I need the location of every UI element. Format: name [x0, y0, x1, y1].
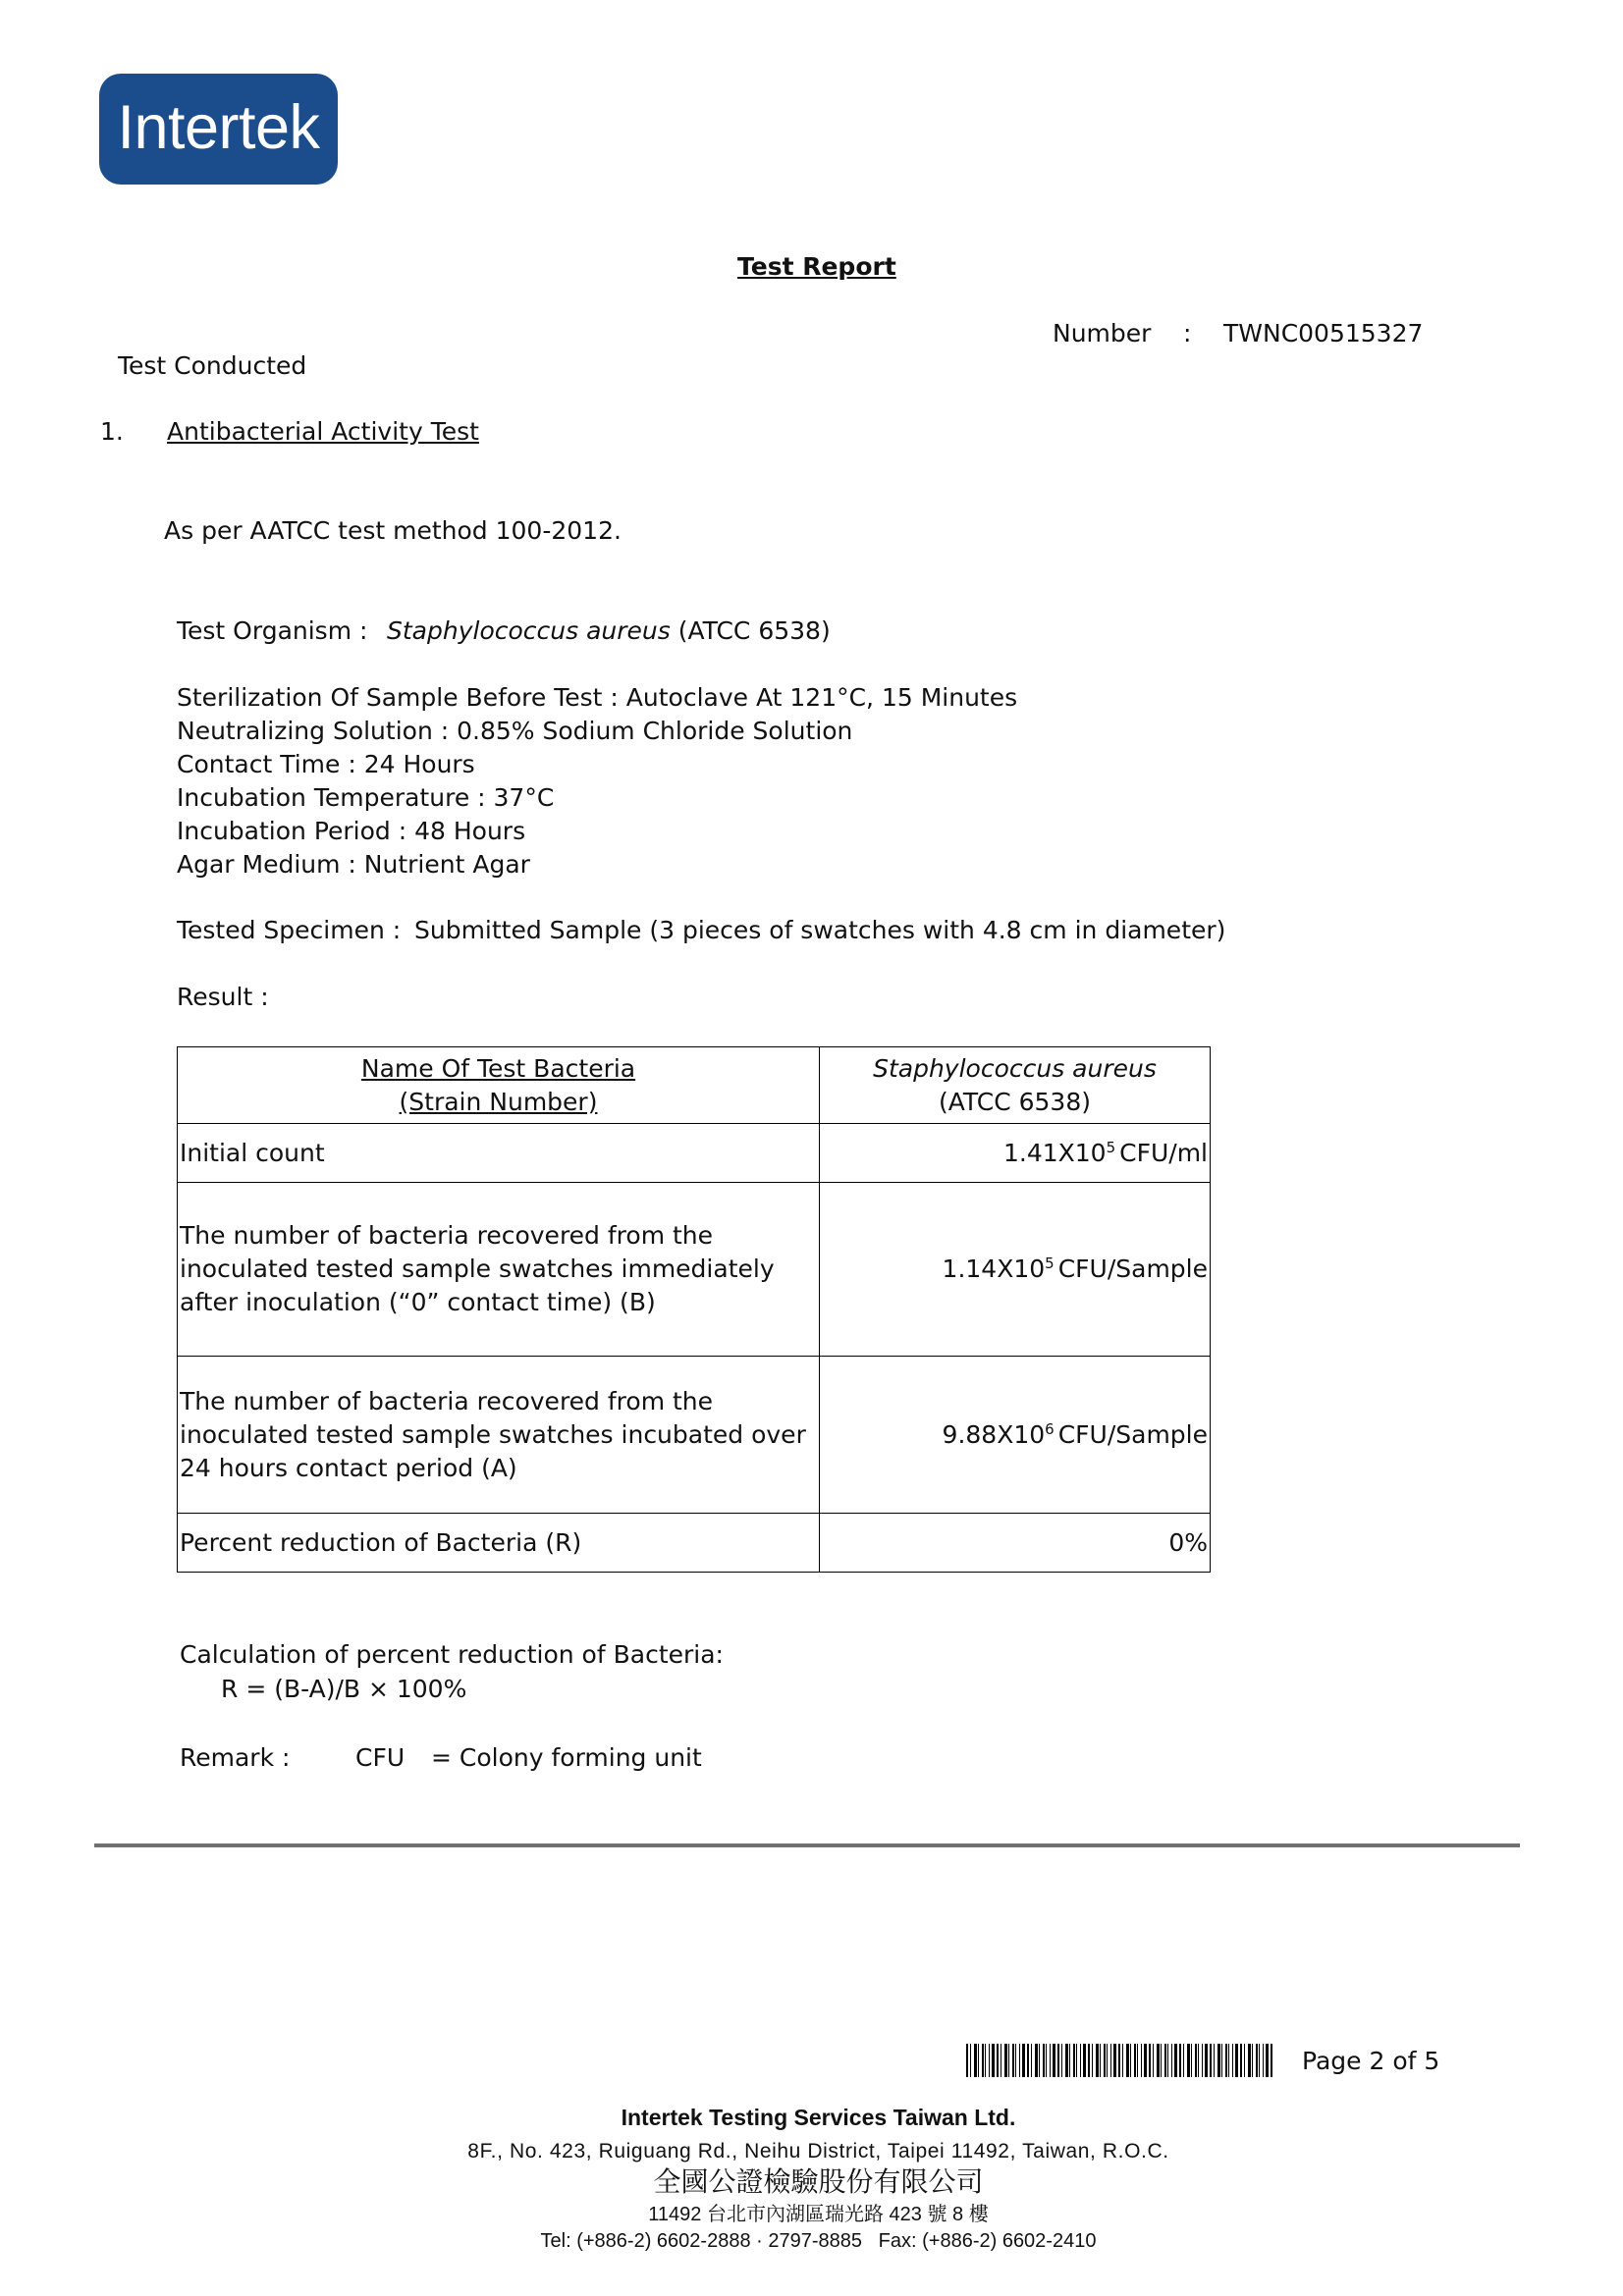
row-label-cell: [178, 1514, 820, 1573]
row-label-initial-count: Initial count: [180, 1138, 325, 1167]
item-title: Antibacterial Activity Test: [167, 417, 479, 446]
row-label-cell: [178, 1183, 820, 1357]
remark-label: Remark :: [180, 1743, 291, 1772]
header-strain-label: (Strain Number): [399, 1087, 598, 1116]
header-bacteria-label: Name Of Test Bacteria: [360, 1053, 636, 1083]
value-unit: CFU/Sample: [1057, 1255, 1208, 1283]
organism-name: Staphylococcus aureus: [387, 616, 671, 645]
value-base: 9.88X10: [942, 1419, 1046, 1449]
specimen-value: Submitted Sample (3 pieces of swatches with 4.8 cm in diameter): [414, 916, 1226, 944]
header-organism-strain: (ATCC 6538): [939, 1087, 1091, 1116]
item-index: 1.: [100, 417, 124, 446]
table-header-row: [178, 1047, 1211, 1124]
footer-company: Intertek Testing Services Taiwan Ltd.: [621, 2105, 1016, 2130]
row-label-line: inoculated tested sample swatches incubated over: [180, 1419, 806, 1449]
calculation-title: Calculation of percent reduction of Bacteria:: [180, 1640, 724, 1669]
organism-label: Test Organism :: [177, 616, 368, 645]
condition-agar-medium: Agar Medium : Nutrient Agar: [177, 850, 530, 879]
footer-company-zh: 全國公證檢驗股份有限公司: [653, 2166, 984, 2197]
row-label-percent-reduction: Percent reduction of Bacteria (R): [180, 1527, 582, 1557]
report-title: Test Report: [737, 252, 896, 281]
condition-incubation-period: Incubation Period : 48 Hours: [177, 817, 526, 845]
logo: [99, 74, 338, 185]
value-unit: CFU/ml: [1119, 1138, 1208, 1167]
report-number-label: Number: [1053, 319, 1152, 347]
value-base: 0%: [1168, 1527, 1208, 1557]
footer-contact: Tel: (+886-2) 6602-2888 · 2797-8885 Fax: (+886-2) 6602-2410: [540, 2230, 1097, 2252]
header-bacteria-cell: [178, 1047, 820, 1124]
test-method: As per AATCC test method 100-2012.: [164, 516, 622, 545]
row-value-cell: [820, 1183, 1211, 1357]
condition-incubation-temperature: Incubation Temperature : 37°C: [177, 783, 555, 812]
table-row: [178, 1514, 1211, 1573]
footer-address: 8F., No. 423, Ruiguang Rd., Neihu District, Taipei 11492, Taiwan, R.O.C.: [467, 2140, 1169, 2163]
calculation-formula: R = (B-A)/B × 100%: [221, 1675, 467, 1703]
value-base: 1.41X10: [1002, 1138, 1107, 1167]
report-number-value: TWNC00515327: [1223, 319, 1424, 347]
header-organism-name: Staphylococcus aureus: [873, 1053, 1157, 1083]
condition-neutralizing-solution: Neutralizing Solution : 0.85% Sodium Chloride Solution: [177, 717, 853, 745]
condition-sterilization: Sterilization Of Sample Before Test : Autoclave At 121°C, 15 Minutes: [177, 683, 1018, 712]
results-table: [177, 1046, 1211, 1573]
page-number: Page 2 of 5: [1302, 2047, 1440, 2075]
row-label-line: The number of bacteria recovered from the: [180, 1221, 714, 1250]
table-row: [178, 1183, 1211, 1357]
organism-strain: (ATCC 6538): [677, 616, 831, 645]
row-label-line: The number of bacteria recovered from the: [180, 1386, 714, 1415]
row-value-cell: [820, 1514, 1211, 1573]
footer-address-zh: 11492 台北市內湖區瑞光路 423 號 8 樓: [648, 2204, 989, 2225]
row-value-cell: [820, 1124, 1211, 1183]
value-exponent: 5: [1106, 1138, 1116, 1156]
row-label-cell: [178, 1124, 820, 1183]
value-unit: CFU/Sample: [1057, 1419, 1208, 1449]
footer-divider: [94, 1843, 1520, 1847]
remark-definition: = Colony forming unit: [431, 1743, 702, 1772]
barcode: [966, 2044, 1272, 2077]
header-organism-cell: [820, 1047, 1211, 1124]
report-number-separator: :: [1183, 319, 1192, 347]
remark-term: CFU: [355, 1743, 406, 1772]
row-label-line: after inoculation (“0” contact time) (B): [180, 1288, 656, 1316]
result-label: Result :: [177, 983, 269, 1011]
section-heading: Test Conducted: [118, 351, 307, 380]
condition-contact-time: Contact Time : 24 Hours: [177, 750, 475, 778]
value-base: 1.14X10: [942, 1255, 1046, 1283]
logo-text: Intertek: [117, 93, 320, 162]
row-label-line: inoculated tested sample swatches immediately: [180, 1255, 775, 1283]
row-value-cell: [820, 1357, 1211, 1514]
value-exponent: 6: [1045, 1419, 1055, 1438]
specimen-label: Tested Specimen :: [177, 916, 402, 944]
value-exponent: 5: [1045, 1255, 1055, 1272]
row-label-cell: [178, 1357, 820, 1514]
table-row: [178, 1357, 1211, 1514]
organism-line: [387, 614, 831, 648]
row-label-line: 24 hours contact period (A): [180, 1453, 517, 1482]
table-row: [178, 1124, 1211, 1183]
